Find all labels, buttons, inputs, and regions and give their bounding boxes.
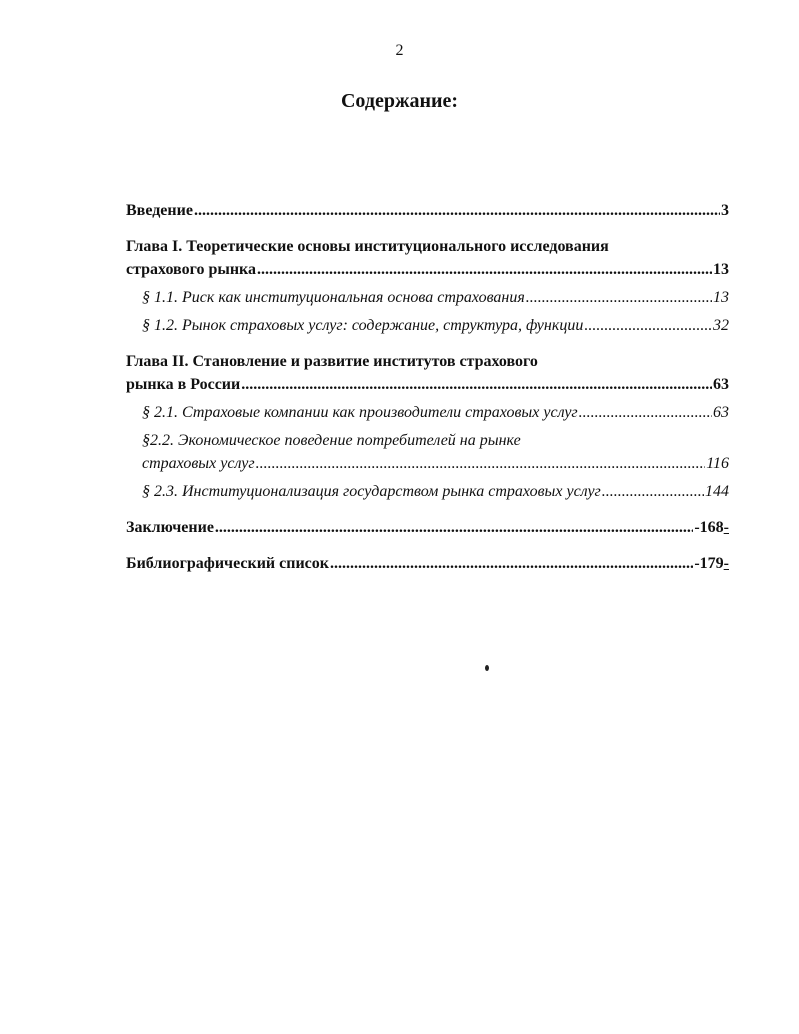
dot-leader — [526, 286, 712, 309]
dot-leader — [330, 552, 693, 575]
page-number-main: -179 — [694, 555, 724, 572]
toc-entry-bibliography[interactable] — [126, 552, 729, 575]
toc-entry-chapter-2[interactable] — [126, 350, 729, 396]
toc-entry-section-2-3[interactable] — [126, 480, 729, 503]
page-number-main: -168 — [694, 519, 724, 536]
dot-leader — [215, 516, 693, 539]
toc-entry-label: § 2.3. Институционализация государством рынка страховых услуг — [142, 483, 601, 500]
toc-entry-label: § 1.2. Рынок страховых услуг: содержание, структура, функции — [142, 317, 584, 334]
toc-entry-section-2-1[interactable] — [126, 401, 729, 424]
dot-leader — [579, 401, 712, 424]
page-number-suffix: - — [723, 519, 729, 536]
toc-entry-label-continued: страховых услуг — [142, 455, 255, 472]
toc-page-number: 3 — [721, 202, 729, 219]
toc-entry-section-2-2[interactable] — [126, 429, 729, 475]
table-of-contents — [126, 199, 729, 575]
page-number-suffix: - — [723, 555, 729, 572]
toc-entry-section-1-2[interactable] — [126, 314, 729, 337]
toc-entry-conclusion[interactable] — [126, 516, 729, 539]
toc-page-number: 144 — [705, 483, 729, 500]
toc-page-number: 13 — [713, 261, 729, 278]
toc-page-number: 63 — [713, 404, 729, 421]
toc-page-number: 116 — [706, 455, 729, 472]
toc-entry-label-continued: страхового рынка — [126, 261, 257, 278]
toc-entry-label: § 2.1. Страховые компании как производители страховых услуг — [142, 404, 578, 421]
toc-entry-label: § 1.1. Риск как институциональная основа страхования — [142, 289, 525, 306]
toc-page-number — [694, 552, 729, 575]
dot-leader — [194, 199, 720, 222]
toc-entry-label: Библиографический список — [126, 555, 329, 572]
toc-entry-section-1-1[interactable] — [126, 286, 729, 309]
dot-leader — [257, 258, 712, 281]
scan-speck — [485, 665, 489, 671]
toc-entry-label: Глава I. Теоретические основы институционального исследования — [126, 238, 609, 255]
page-number: 2 — [395, 42, 404, 59]
toc-entry-intro[interactable] — [126, 199, 729, 222]
dot-leader — [241, 373, 712, 396]
toc-page-number: 13 — [713, 289, 729, 306]
toc-page-number: 63 — [713, 376, 729, 393]
toc-entry-chapter-1[interactable] — [126, 235, 729, 281]
toc-entry-label: Введение — [126, 202, 193, 219]
toc-entry-label-continued: рынка в России — [126, 376, 241, 393]
toc-page-number: 32 — [713, 317, 729, 334]
toc-page-number — [694, 516, 729, 539]
dot-leader — [256, 452, 706, 475]
toc-entry-label: Глава II. Становление и развитие институтов страхового — [126, 353, 538, 370]
dot-leader — [584, 314, 712, 337]
toc-entry-label: §2.2. Экономическое поведение потребителей на рынке — [142, 432, 521, 449]
dot-leader — [602, 480, 704, 503]
toc-entry-label: Заключение — [126, 519, 214, 536]
page-title: Содержание: — [340, 90, 459, 112]
